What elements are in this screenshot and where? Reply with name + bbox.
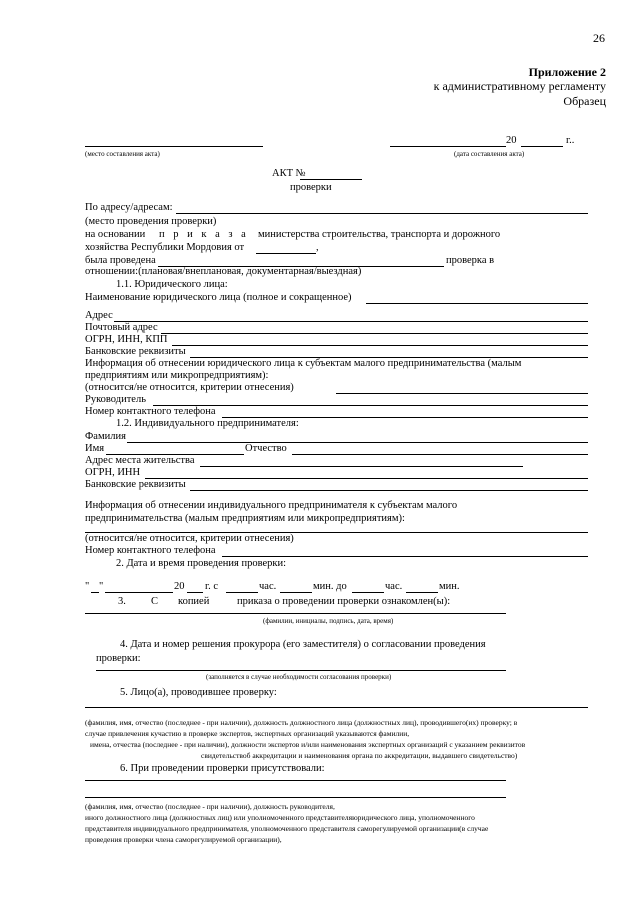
order-date-line[interactable] [256, 253, 316, 254]
s6-note-4: проведения проверки члена саморегулируемой организации), [85, 835, 282, 844]
s2-hour-from-line[interactable] [226, 592, 258, 593]
s2-min-do: мин. до [313, 581, 347, 592]
s2-quote-close: " [99, 581, 104, 592]
s4-note: (заполняется в случае необходимости согласования проверки) [206, 673, 392, 681]
economy-end: , [316, 242, 319, 253]
s3-num: 3. [118, 596, 126, 607]
ind-residence-label: Адрес места жительства [85, 455, 195, 466]
s2-year: 20 [174, 581, 185, 592]
ind-name-label: Имя [85, 443, 105, 454]
ind-info-2: предпринимательства (малым предприятиям или микропредприятиям): [85, 513, 405, 524]
page-number: 26 [593, 31, 605, 45]
s6-line-1[interactable] [85, 780, 506, 781]
s5-note-4: свидетельствоб аккредитации и наименования органа по аккредитации, выдавшего свидетельство) [201, 751, 518, 760]
ind-surname-label: Фамилия [85, 431, 126, 442]
s5-note-2: случае привлечения кучастию в проверке экспертов, экспертных организаций указываются фамилии, [85, 729, 410, 738]
s2-year-line[interactable] [187, 592, 203, 593]
year-suffix: г.. [566, 135, 575, 146]
ind-info-1: Информация об отнесении индивидуального предпринимателя к субъектам малого [85, 500, 458, 511]
s2-min-from-line[interactable] [280, 592, 312, 593]
legal-bank-label: Банковские реквизиты [85, 346, 186, 357]
legal-ogrn-line[interactable] [172, 345, 588, 346]
s6-note-3: представителя индивидуального предпринимателя, уполномоченного представителя саморегулируемой организации(в случае [85, 824, 489, 833]
s6-line-2[interactable] [85, 797, 506, 798]
ind-patronymic-label: Отчество [245, 443, 287, 454]
legal-info-2: предприятиям или микропредприятиям): [85, 370, 269, 381]
ind-patronymic-line[interactable] [292, 454, 588, 455]
legal-criteria: (относится/не относится, критерии отнесения) [85, 382, 294, 393]
s5-note-3: имена, отчества (последнее - при наличии), должности экспертов и/или наименования экспертных организаций с указанием реквизитов [90, 740, 526, 749]
s4-text-2: проверки: [96, 653, 141, 664]
s2-heading: 2. Дата и время проведения проверки: [116, 558, 287, 569]
legal-name-label: Наименование юридического лица (полное и сокращенное) [85, 292, 352, 303]
ind-bank-label: Банковские реквизиты [85, 479, 186, 490]
s5-note-1: (фамилия, имя, отчество (последнее - при наличии), должность должностного лица (должностных лиц), проводившего(их) проверку; в [85, 718, 518, 727]
legal-head-line[interactable] [153, 405, 588, 406]
basis-word-3: министерства строительства, транспорта и дорожного [258, 229, 501, 240]
s2-month-line[interactable] [105, 592, 173, 593]
s6-note-2: иного должностного лица (должностных лиц) или уполномоченного представителяюридического лица, уполномоченного [85, 813, 475, 822]
s2-chas: час. [259, 581, 277, 592]
year-prefix: 20 [506, 135, 517, 146]
s2-min-to-line[interactable] [406, 592, 438, 593]
place-note: (место проведения проверки) [85, 216, 217, 227]
relation-label: отношении:(плановая/внеплановая, документарная/выездная) [85, 266, 362, 277]
ind-phone-line[interactable] [222, 556, 588, 557]
s3-note: (фамилии, инициалы, подпись, дата, время) [263, 617, 394, 625]
s6-heading: 6. При проведении проверки присутствовали: [120, 763, 325, 774]
address-label: По адресу/адресам: [85, 202, 173, 213]
legal-postal-line[interactable] [161, 333, 588, 334]
appendix-title: Приложение 2 [528, 65, 606, 79]
ind-ogrn-line[interactable] [145, 478, 588, 479]
act-number-line[interactable] [300, 179, 362, 180]
legal-address-line[interactable] [114, 321, 588, 322]
ind-criteria: (относится/не относится, критерии отнесения) [85, 533, 294, 544]
ind-ogrn-label: ОГРН, ИНН [85, 467, 141, 478]
basis-word-2: п р и к а з а [159, 229, 249, 240]
s5-heading: 5. Лицо(а), проводившее проверку: [120, 687, 277, 698]
legal-criteria-line[interactable] [336, 393, 588, 394]
ind-heading: 1.2. Индивидуального предпринимателя: [116, 418, 299, 429]
s3-word-copy: копией [178, 596, 210, 607]
s2-quote-open: " [85, 581, 90, 592]
legal-head-label: Руководитель [85, 394, 146, 405]
s5-line[interactable] [85, 707, 588, 708]
legal-info-1: Информация об отнесении юридического лица к субъектам малого предпринимательства (малым [85, 358, 522, 369]
sample-label: Образец [563, 94, 606, 108]
act-subtitle: проверки [290, 182, 332, 193]
legal-postal-label: Почтовый адрес [85, 322, 158, 333]
year-line[interactable] [521, 146, 563, 147]
s2-day-line[interactable] [91, 592, 99, 593]
s3-signature-line[interactable] [85, 613, 506, 614]
s4-line[interactable] [96, 670, 506, 671]
legal-phone-label: Номер контактного телефона [85, 406, 216, 417]
s2-hour-to-line[interactable] [352, 592, 384, 593]
conducted-label: была проведена [85, 255, 156, 266]
s4-text-1: 4. Дата и номер решения прокурора (его заместителя) о согласовании проведения [120, 639, 486, 650]
ind-bank-line[interactable] [190, 490, 588, 491]
check-in-label: проверка в [446, 255, 495, 266]
address-line[interactable] [176, 213, 588, 214]
s3-word-c: С [151, 596, 159, 607]
s2-min: мин. [439, 581, 460, 592]
legal-name-line[interactable] [366, 303, 588, 304]
basis-word-1: на основании [85, 229, 146, 240]
ind-phone-label: Номер контактного телефона [85, 545, 216, 556]
s6-note-1: (фамилия, имя, отчество (последнее - при наличии), должность руководителя, [85, 802, 335, 811]
s3-word-rest: приказа о проведении проверки ознакомлен(ы): [237, 596, 451, 607]
place-label: (место составления акта) [85, 150, 160, 158]
ind-residence-line[interactable] [200, 466, 523, 467]
s2-g-s: г. с [205, 581, 219, 592]
legal-ogrn-label: ОГРН, ИНН, КПП [85, 334, 168, 345]
date-line[interactable] [390, 146, 506, 147]
economy-label: хозяйства Республики Мордовия от [85, 242, 245, 253]
legal-heading: 1.1. Юридического лица: [116, 279, 228, 290]
appendix-subtitle: к административному регламенту [433, 79, 606, 93]
date-label: (дата составления акта) [454, 150, 525, 158]
ind-surname-line[interactable] [127, 442, 588, 443]
legal-address-label: Адрес [85, 310, 113, 321]
s2-chas2: час. [385, 581, 403, 592]
act-title: АКТ № [272, 168, 306, 179]
place-line[interactable] [85, 146, 263, 147]
